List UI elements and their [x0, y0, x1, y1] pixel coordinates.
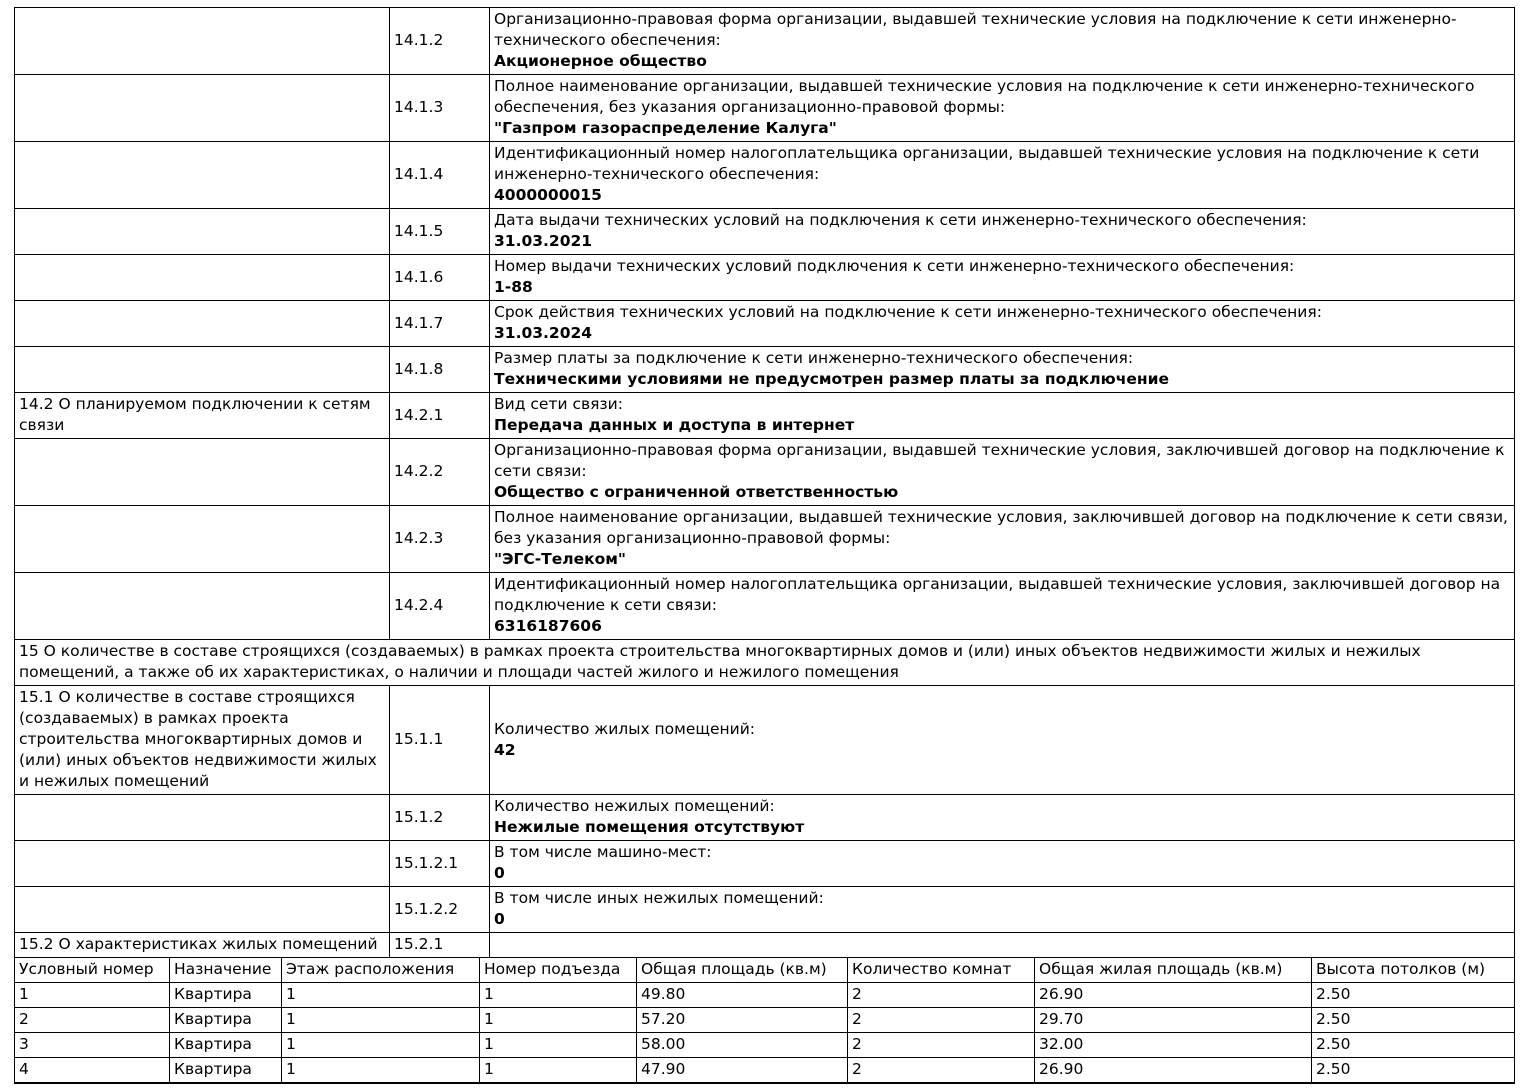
declaration-row — [15, 393, 1515, 439]
declaration-row — [15, 142, 1515, 209]
field-label: Полное наименование организации, выдавшей технические условия, заключившей договор на подключение к сети связи, без указания организационно-правовой формы: — [494, 508, 1508, 547]
item-number-cell: 14.2.3 — [390, 506, 490, 573]
field-value: "Газпром газораспределение Калуга" — [494, 119, 837, 137]
field-label: В том числе машино-мест: — [494, 843, 712, 861]
apartment-cell: 1 — [15, 983, 170, 1008]
field-value: Передача данных и доступа в интернет — [494, 416, 855, 434]
apartment-row — [15, 983, 1515, 1008]
item-number-cell: 14.1.3 — [390, 75, 490, 142]
apartment-cell: 2 — [848, 1033, 1035, 1058]
declaration-row — [15, 506, 1515, 573]
content-cell — [490, 795, 1515, 841]
field-value: 42 — [494, 740, 516, 759]
content-cell — [490, 347, 1515, 393]
item-number-cell: 14.1.6 — [390, 255, 490, 301]
field-label: Количество жилых помещений: — [494, 719, 756, 738]
section-cell — [15, 142, 390, 209]
apartment-cell: 1 — [480, 1058, 637, 1084]
field-value: Общество с ограниченной ответственностью — [494, 483, 899, 501]
field-value: 1-88 — [494, 278, 533, 296]
apartment-cell: 2.50 — [1312, 983, 1515, 1008]
content-cell — [490, 301, 1515, 347]
apartment-cell: 2 — [848, 1058, 1035, 1084]
section-cell — [15, 795, 390, 841]
item-number-cell: 15.1.2 — [390, 795, 490, 841]
apartment-cell: Квартира — [170, 983, 282, 1008]
apartments-header-cell: Назначение — [170, 958, 282, 983]
field-value: "ЭГС-Телеком" — [494, 550, 626, 568]
apartment-cell: 32.00 — [1035, 1033, 1312, 1058]
section-cell — [15, 347, 390, 393]
declaration-row — [15, 841, 1515, 887]
apartments-tbody — [15, 983, 1515, 1084]
apartment-cell: 2.50 — [1312, 1058, 1515, 1084]
field-value: Техническими условиями не предусмотрен размер платы за подключение — [494, 370, 1169, 388]
declaration-row — [15, 933, 1515, 958]
field-value: 0 — [494, 910, 505, 928]
field-label: Полное наименование организации, выдавшей технические условия на подключение к сети инженерно-технического обеспечения, без указания организационно-правовой формы: — [494, 77, 1475, 116]
item-number-cell: 14.2.2 — [390, 439, 490, 506]
field-label: Вид сети связи: — [494, 395, 623, 413]
field-label: Идентификационный номер налогоплательщика организации, выдавшей технические условия, заключившей договор на подключение к сети связи: — [494, 575, 1501, 614]
item-number-cell: 14.1.8 — [390, 347, 490, 393]
field-value: Акционерное общество — [494, 52, 707, 70]
content-cell — [490, 8, 1515, 75]
section-cell — [15, 209, 390, 255]
apartment-cell: Квартира — [170, 1033, 282, 1058]
section-header-row — [15, 640, 1515, 686]
content-cell — [490, 255, 1515, 301]
content-cell — [490, 75, 1515, 142]
section-cell: 15.2 О характеристиках жилых помещений — [15, 933, 390, 958]
content-cell — [490, 393, 1515, 439]
item-number-cell: 15.1.2.2 — [390, 887, 490, 933]
content-cell — [490, 209, 1515, 255]
content-cell — [490, 506, 1515, 573]
apartment-row — [15, 1033, 1515, 1058]
apartments-header-cell: Высота потолков (м) — [1312, 958, 1515, 983]
apartments-header-cell: Количество комнат — [848, 958, 1035, 983]
apartment-cell: Квартира — [170, 1058, 282, 1084]
apartment-cell: 2.50 — [1312, 1033, 1515, 1058]
field-value: 6316187606 — [494, 617, 602, 635]
declaration-row — [15, 573, 1515, 640]
apartment-cell: 1 — [282, 1058, 480, 1084]
item-number-cell: 15.1.2.1 — [390, 841, 490, 887]
apartment-cell: 2 — [848, 1008, 1035, 1033]
content-cell — [490, 686, 1515, 795]
apartment-cell: 1 — [282, 1033, 480, 1058]
apartment-cell: 57.20 — [637, 1008, 848, 1033]
declaration-row — [15, 209, 1515, 255]
item-number-cell: 15.1.1 — [390, 686, 490, 795]
declaration-row — [15, 301, 1515, 347]
declaration-row — [15, 347, 1515, 393]
field-label: В том числе иных нежилых помещений: — [494, 889, 824, 907]
field-label: Дата выдачи технических условий на подключения к сети инженерно-технического обеспечения: — [494, 211, 1307, 229]
apartment-row — [15, 1008, 1515, 1033]
apartment-cell: 26.90 — [1035, 1058, 1312, 1084]
apartments-header-cell: Общая площадь (кв.м) — [637, 958, 848, 983]
apartment-row — [15, 1058, 1515, 1084]
content-cell — [490, 841, 1515, 887]
apartment-cell: 26.90 — [1035, 983, 1312, 1008]
apartments-header-cell: Номер подъезда — [480, 958, 637, 983]
apartment-cell: 2 — [848, 983, 1035, 1008]
content-cell — [490, 439, 1515, 506]
field-value: 4000000015 — [494, 186, 602, 204]
field-label: Организационно-правовая форма организации, выдавшей технические условия, заключившей договор на подключение к сети связи: — [494, 441, 1505, 480]
apartment-cell: 2 — [15, 1008, 170, 1033]
section-header-cell: 15 О количестве в составе строящихся (создаваемых) в рамках проекта строительства многоквартирных домов и (или) иных объектов недвижимости жилых и нежилых помещений, а также об их характеристиках, о наличии и площади частей жилого и нежилого помещения — [15, 640, 1515, 686]
section-cell — [15, 75, 390, 142]
field-label: Количество нежилых помещений: — [494, 797, 775, 815]
apartments-table — [14, 957, 1515, 1084]
field-value: Нежилые помещения отсутствуют — [494, 818, 805, 836]
declaration-tbody — [15, 8, 1515, 958]
field-label: Размер платы за подключение к сети инженерно-технического обеспечения: — [494, 349, 1134, 367]
item-number-cell: 14.2.4 — [390, 573, 490, 640]
apartment-cell: 1 — [480, 983, 637, 1008]
declaration-row — [15, 795, 1515, 841]
field-value: 31.03.2024 — [494, 324, 593, 342]
apartment-cell: Квартира — [170, 1008, 282, 1033]
section-cell — [15, 8, 390, 75]
declaration-row — [15, 686, 1515, 795]
apartment-cell: 2.50 — [1312, 1008, 1515, 1033]
section-cell: 15.1 О количестве в составе строящихся (создаваемых) в рамках проекта строительства многоквартирных домов и (или) иных объектов недвижимости жилых и нежилых помещений — [15, 686, 390, 795]
apartment-cell: 29.70 — [1035, 1008, 1312, 1033]
content-cell — [490, 142, 1515, 209]
field-label: Номер выдачи технических условий подключения к сети инженерно-технического обеспечения: — [494, 257, 1295, 275]
section-cell — [15, 255, 390, 301]
apartment-cell: 1 — [480, 1008, 637, 1033]
section-cell — [15, 841, 390, 887]
apartment-cell: 4 — [15, 1058, 170, 1084]
field-label: Идентификационный номер налогоплательщика организации, выдавшей технические условия на подключение к сети инженерно-технического обеспечения: — [494, 144, 1480, 183]
apartment-cell: 49.80 — [637, 983, 848, 1008]
declaration-row — [15, 8, 1515, 75]
field-label: Срок действия технических условий на подключение к сети инженерно-технического обеспечения: — [494, 303, 1322, 321]
project-declaration-table — [14, 7, 1515, 958]
item-number-cell: 14.1.4 — [390, 142, 490, 209]
apartment-cell: 1 — [282, 983, 480, 1008]
section-cell: 14.2 О планируемом подключении к сетям связи — [15, 393, 390, 439]
declaration-row — [15, 255, 1515, 301]
apartments-header-row — [15, 958, 1515, 983]
item-number-cell: 14.1.7 — [390, 301, 490, 347]
section-cell — [15, 506, 390, 573]
section-cell — [15, 573, 390, 640]
declaration-row — [15, 439, 1515, 506]
apartment-cell: 58.00 — [637, 1033, 848, 1058]
content-cell — [490, 933, 1515, 958]
apartment-cell: 47.90 — [637, 1058, 848, 1084]
apartments-header-cell: Условный номер — [15, 958, 170, 983]
field-label: Организационно-правовая форма организации, выдавшей технические условия на подключение к сети инженерно-технического обеспечения: — [494, 10, 1457, 49]
item-number-cell: 14.2.1 — [390, 393, 490, 439]
item-number-cell: 14.1.2 — [390, 8, 490, 75]
field-value: 0 — [494, 864, 505, 882]
content-cell — [490, 573, 1515, 640]
field-value: 31.03.2021 — [494, 232, 593, 250]
section-cell — [15, 439, 390, 506]
declaration-row — [15, 887, 1515, 933]
apartment-cell: 1 — [480, 1033, 637, 1058]
section-cell — [15, 887, 390, 933]
apartment-cell: 3 — [15, 1033, 170, 1058]
apartment-cell: 1 — [282, 1008, 480, 1033]
item-number-cell: 15.2.1 — [390, 933, 490, 958]
item-number-cell: 14.1.5 — [390, 209, 490, 255]
declaration-row — [15, 75, 1515, 142]
apartments-header-cell: Этаж расположения — [282, 958, 480, 983]
section-cell — [15, 301, 390, 347]
apartments-header-cell: Общая жилая площадь (кв.м) — [1035, 958, 1312, 983]
content-cell — [490, 887, 1515, 933]
apartments-table-body — [15, 958, 1515, 983]
